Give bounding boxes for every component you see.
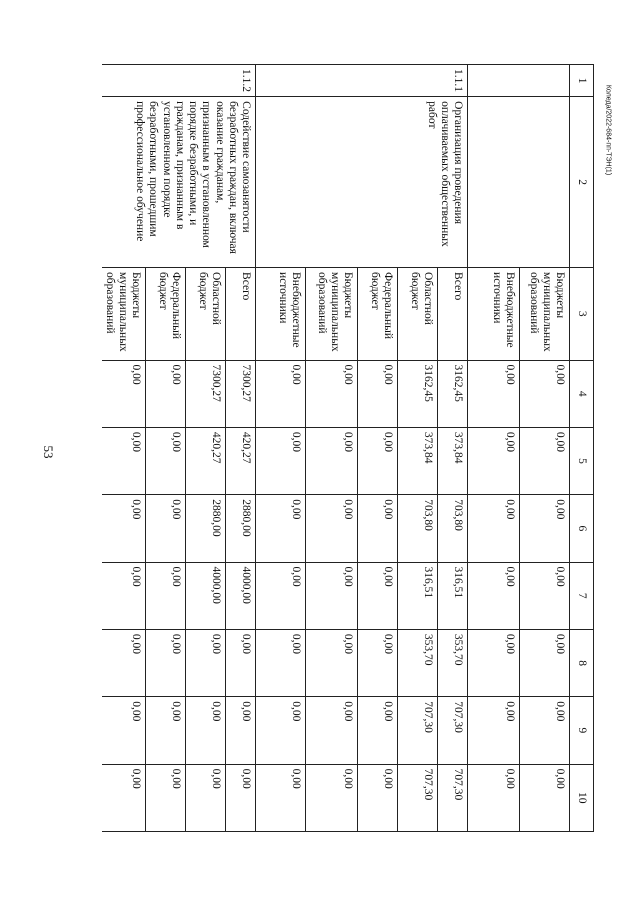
cell-value: 0,00 [358,629,398,696]
cell-value: 0,00 [102,427,146,494]
cell-id: 1.1.1 [256,65,468,97]
cell-value: 420,27 [186,427,226,494]
cell-value: 707,30 [438,764,468,831]
header-cell: 4 [570,360,594,427]
cell-value: 0,00 [520,562,570,629]
cell-value: 0,00 [468,427,520,494]
cell-value: 0,00 [146,562,186,629]
cell-value: 0,00 [256,360,306,427]
cell-value: 0,00 [146,495,186,562]
cell-source: Внебюджетные источники [256,268,306,360]
cell-value: 0,00 [102,697,146,764]
cell-source: Бюджеты муниципальных образований [520,268,570,360]
cell-value: 0,00 [358,764,398,831]
cell-value: 0,00 [186,764,226,831]
cell-id [468,65,570,97]
cell-value: 0,00 [358,427,398,494]
cell-value: 2880,00 [186,495,226,562]
cell-value: 0,00 [520,495,570,562]
cell-value: 0,00 [256,697,306,764]
cell-value: 0,00 [146,629,186,696]
cell-value: 0,00 [306,764,358,831]
cell-source: Всего [438,268,468,360]
cell-value: 703,80 [438,495,468,562]
cell-value: 0,00 [358,697,398,764]
cell-name: Содействие самозанятости безработных граждан, включая оказание гражданам, признанным в установленном порядке безработными, и гражданам, признанным в установленном порядке безработными, прошедшим профессиональное обучение [102,97,256,268]
cell-value: 0,00 [102,764,146,831]
cell-value: 4000,00 [226,562,256,629]
cell-value: 0,00 [102,562,146,629]
cell-value: 0,00 [146,427,186,494]
cell-value: 0,00 [358,360,398,427]
header-cell: 5 [570,427,594,494]
header-cell: 6 [570,495,594,562]
cell-value: 0,00 [468,495,520,562]
cell-value: 0,00 [146,697,186,764]
cell-value: 0,00 [226,629,256,696]
cell-value: 0,00 [520,629,570,696]
cell-value: 4000,00 [186,562,226,629]
cell-value: 0,00 [256,427,306,494]
cell-name: Организация проведения оплачиваемых общественных работ [256,97,468,268]
cell-value: 7300,27 [186,360,226,427]
cell-value: 0,00 [306,629,358,696]
cell-value: 353,70 [398,629,438,696]
cell-value: 3162,45 [398,360,438,427]
cell-value: 0,00 [146,360,186,427]
cell-value: 0,00 [102,360,146,427]
header-row [570,65,594,832]
rotated-table-container [102,64,594,832]
footer-code: Коледа/2022-684-пп-ТЭН(1) [604,84,612,176]
cell-value: 0,00 [226,764,256,831]
funding-table [102,64,594,832]
cell-value: 0,00 [186,697,226,764]
cell-value: 703,80 [398,495,438,562]
cell-value: 3162,45 [438,360,468,427]
table-row [520,65,570,832]
cell-value: 373,84 [438,427,468,494]
header-cell: 3 [570,268,594,360]
cell-value: 0,00 [146,764,186,831]
cell-value: 0,00 [186,629,226,696]
cell-value: 707,30 [398,697,438,764]
cell-value: 0,00 [468,629,520,696]
cell-value: 353,70 [438,629,468,696]
cell-value: 0,00 [256,764,306,831]
cell-value: 0,00 [468,764,520,831]
cell-value: 0,00 [102,495,146,562]
cell-value: 7300,27 [226,360,256,427]
cell-value: 707,30 [398,764,438,831]
cell-name [468,97,570,268]
cell-value: 2880,00 [226,495,256,562]
cell-value: 0,00 [306,360,358,427]
page-number: 53 [41,445,56,459]
header-cell: 2 [570,97,594,268]
header-cell: 8 [570,629,594,696]
cell-value: 420,27 [226,427,256,494]
cell-value: 0,00 [102,629,146,696]
table-area [102,64,594,832]
cell-value: 0,00 [520,360,570,427]
cell-value: 0,00 [306,495,358,562]
cell-source: Бюджеты муниципальных образований [102,268,146,360]
cell-value: 0,00 [520,427,570,494]
cell-value: 707,30 [438,697,468,764]
header-cell: 1 [570,65,594,97]
header-cell: 10 [570,764,594,831]
cell-source: Областной бюджет [186,268,226,360]
cell-value: 0,00 [306,697,358,764]
header-cell: 9 [570,697,594,764]
cell-source: Федеральный бюджет [146,268,186,360]
table-body [102,65,570,832]
cell-source: Бюджеты муниципальных образований [306,268,358,360]
cell-value: 0,00 [306,427,358,494]
cell-value: 0,00 [520,764,570,831]
header-cell: 7 [570,562,594,629]
table-row [226,65,256,832]
cell-source: Всего [226,268,256,360]
cell-value: 316,51 [438,562,468,629]
cell-value: 316,51 [398,562,438,629]
cell-value: 0,00 [358,562,398,629]
cell-value: 0,00 [256,562,306,629]
cell-value: 0,00 [520,697,570,764]
cell-value: 0,00 [226,697,256,764]
cell-value: 373,84 [398,427,438,494]
cell-value: 0,00 [468,562,520,629]
cell-source: Внебюджетные источники [468,268,520,360]
cell-source: Федеральный бюджет [358,268,398,360]
cell-id: 1.1.2 [102,65,256,97]
table-row [438,65,468,832]
cell-source: Областной бюджет [398,268,438,360]
cell-value: 0,00 [358,495,398,562]
cell-value: 0,00 [468,360,520,427]
cell-value: 0,00 [256,629,306,696]
cell-value: 0,00 [468,697,520,764]
cell-value: 0,00 [256,495,306,562]
cell-value: 0,00 [306,562,358,629]
